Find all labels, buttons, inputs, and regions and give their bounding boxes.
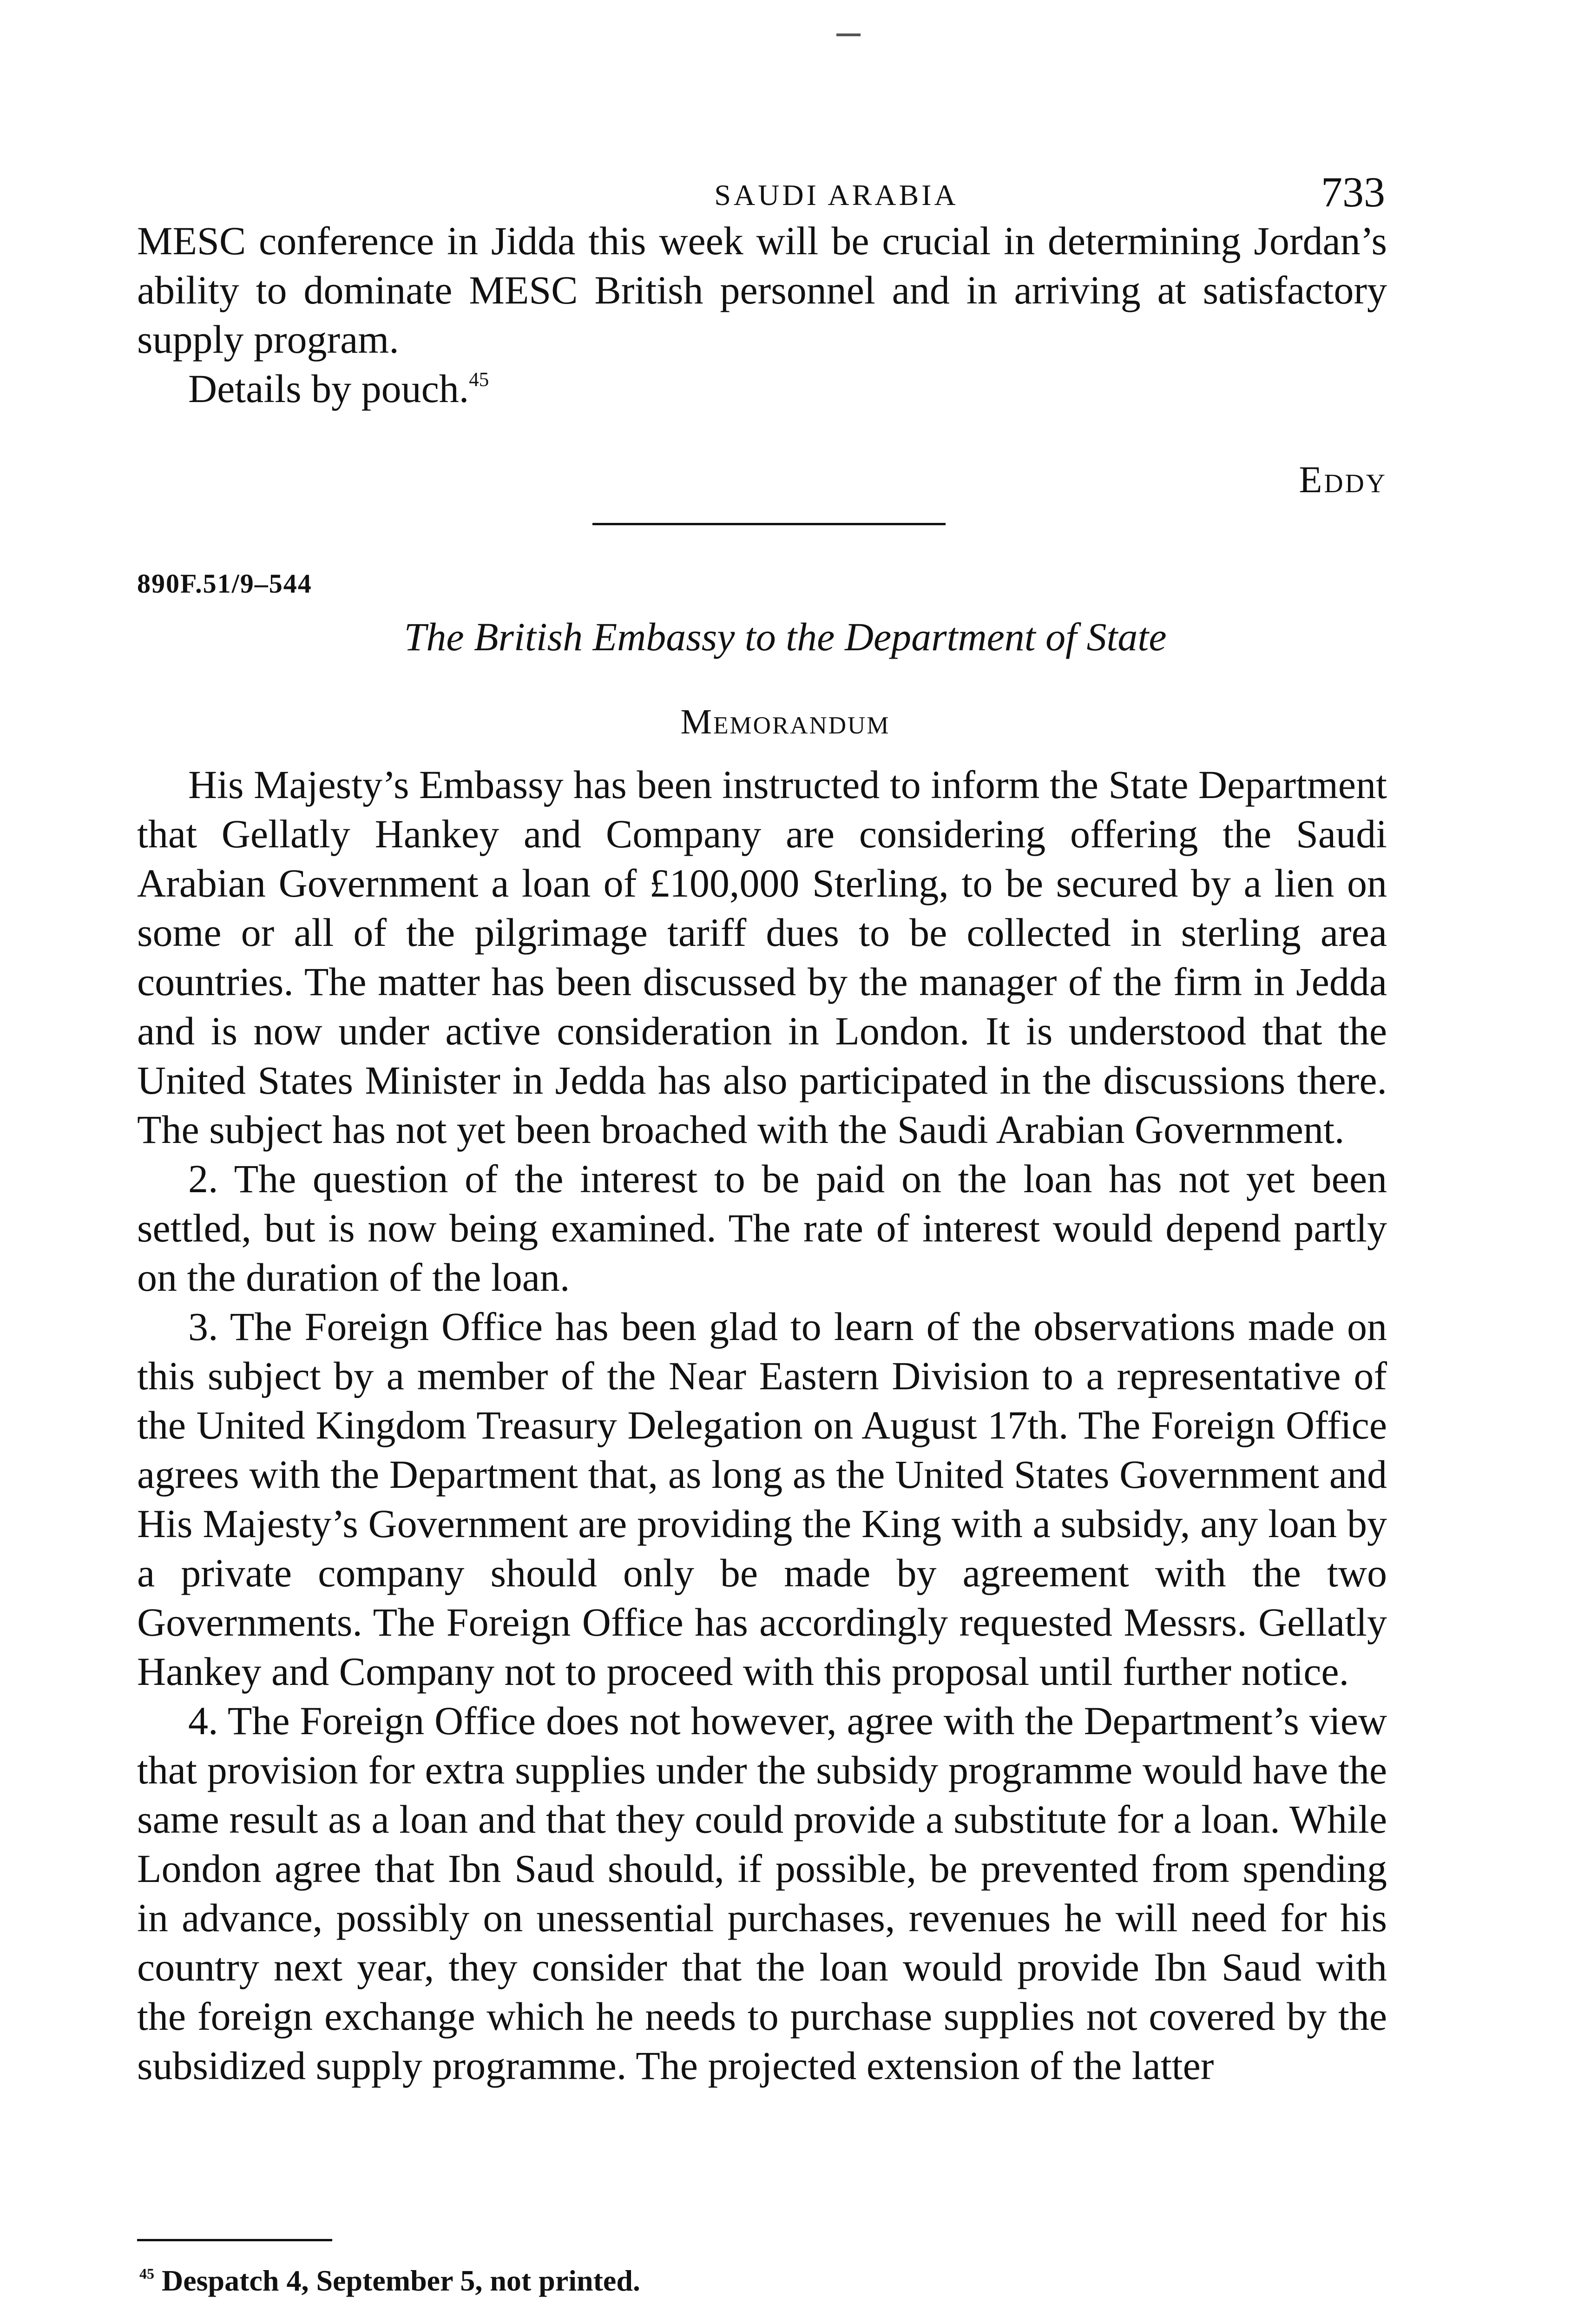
continuation-block xyxy=(137,216,1387,413)
footnote-divider xyxy=(137,2239,332,2241)
footnote-text: Despatch 4, September 5, not printed. xyxy=(162,2264,640,2297)
running-title: SAUDI ARABIA xyxy=(714,178,959,211)
details-line xyxy=(137,364,1387,413)
memorandum-paragraph-3: 3. The Foreign Office has been glad to learn of the observations made on this subject by a member of the Near Eastern Division to a representative of the United Kingdom Treasury Delegation on August 17th. The Foreign Office agrees with the Department that, as long as the United States Government and His Majesty’s Government are providing the King with a subsidy, any loan by a private company should only be made by agreement with the two Governments. The Foreign Office has accordingly requested Messrs. Gellatly Hankey and Company not to proceed with this proposal until further notice. xyxy=(137,1304,1387,1694)
memorandum-paragraph-2: 2. The question of the interest to be paid on the loan has not yet been settled, but is now being examined. The rate of interest would depend partly on the duration of the loan. xyxy=(137,1156,1387,1300)
memorandum-paragraph-1: His Majesty’s Embassy has been instructed to inform the State Department that Gellatly Hankey and Company are considering offering the Saudi Arabian Government a loan of £100,000 Sterling, to be secured by a lien on some or all of the pilgrimage tariff dues to be collected in sterling area countries. The matter has been discussed by the manager of the firm in Jedda and is now under active consideration in London. It is understood that the United States Minister in Jedda has also participated in the discussions there. The subject has not yet been broached with the Saudi Arabian Government. xyxy=(137,762,1387,1152)
page-number: 733 xyxy=(1321,168,1385,216)
footnote-ref: 45 xyxy=(469,369,489,391)
top-edge-mark xyxy=(836,33,861,36)
signer-name: Eddy xyxy=(1299,458,1387,501)
document-heading: The British Embassy to the Department of State xyxy=(404,614,1167,659)
file-number: 890F.51/9–544 xyxy=(137,568,312,599)
footnote xyxy=(139,2264,640,2298)
memorandum-paragraph-4: 4. The Foreign Office does not however, agree with the Department’s view that provision for extra supplies under the subsidy programme would have the same result as a loan and that they could provide a substitute for a loan. While London agree that Ibn Saud should, if possible, be prevented from spending in advance, possibly on unessential purchases, revenues he will need for his country next year, they consider that the loan would provide Ibn Saud with the foreign exchange which he needs to purchase supplies not covered by the subsidized supply programme. The projected extension of the latter xyxy=(137,1698,1387,2088)
section-divider xyxy=(592,523,946,525)
document-subheading: Memorandum xyxy=(680,702,890,741)
memorandum-body xyxy=(137,760,1387,2090)
continuation-paragraph: MESC conference in Jidda this week will be crucial in determining Jordan’s ability to dominate MESC British personnel and in arriving at satisfactory supply program. xyxy=(137,218,1387,362)
footnote-number: 45 xyxy=(139,2265,154,2282)
details-text: Details by pouch. xyxy=(188,366,469,411)
